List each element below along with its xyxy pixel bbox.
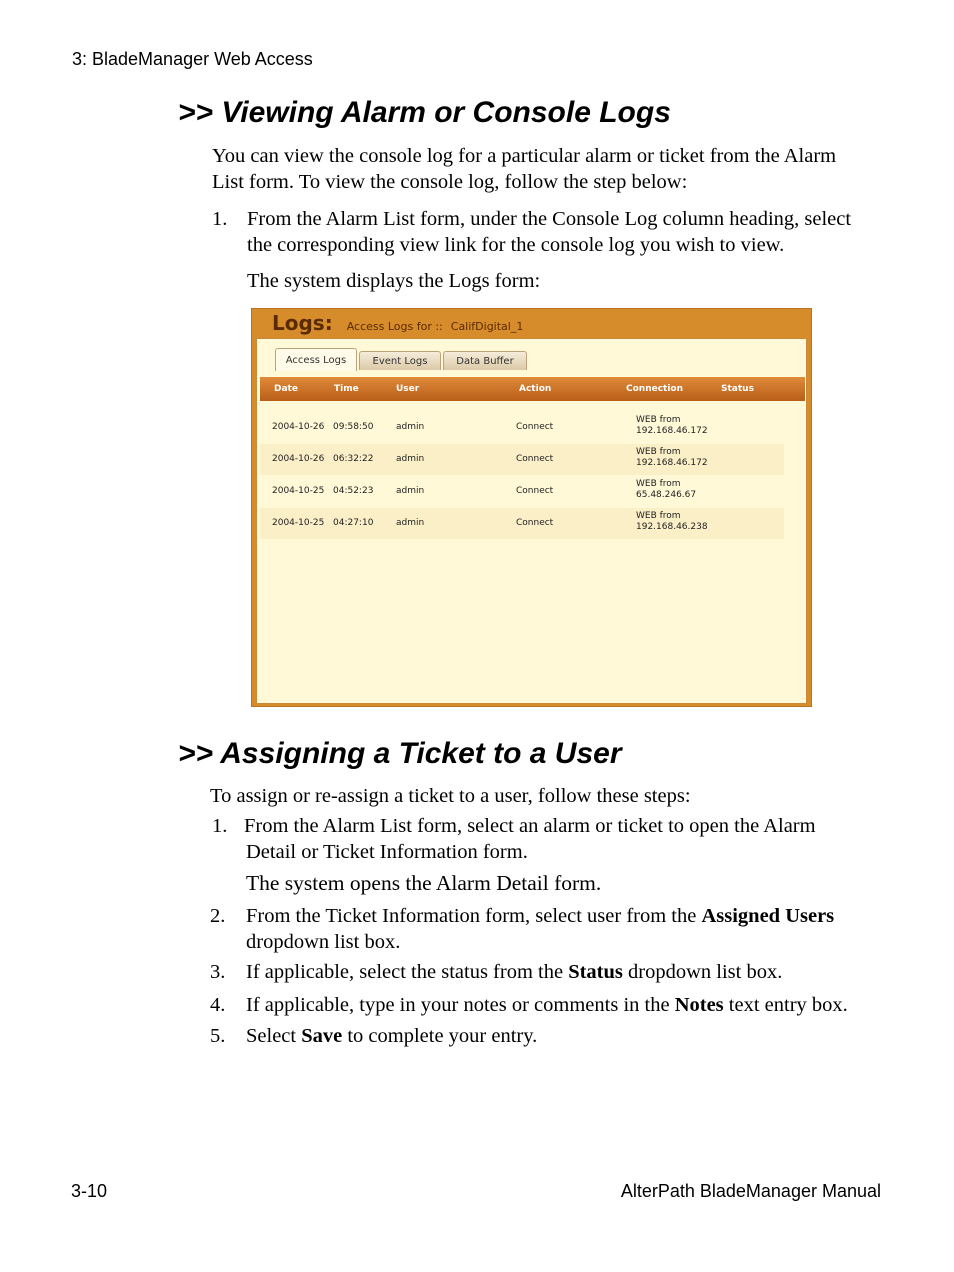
- cell-date: 2004-10-26: [272, 422, 325, 432]
- cell-time: 09:58:50: [333, 422, 374, 432]
- cell-connection: [636, 511, 708, 533]
- manual-title: AlterPath BladeManager Manual: [620, 1181, 881, 1201]
- logs-title: Logs:: [272, 311, 333, 335]
- logs-subtitle: Access Logs for ::: [346, 320, 443, 333]
- cell-action: Connect: [516, 454, 554, 464]
- section-heading-viewing-logs: >> Viewing Alarm or Console Logs: [178, 96, 671, 129]
- running-header: 3: BladeManager Web Access: [72, 49, 313, 69]
- cell-user: admin: [396, 518, 425, 528]
- table-row: [260, 444, 784, 475]
- step-text-segment: If applicable, type in your notes or comments in the: [246, 994, 675, 1016]
- cell-date: 2004-10-25: [272, 518, 325, 528]
- step-number: 4.: [210, 994, 226, 1016]
- result-text: The system displays the Logs form:: [247, 270, 541, 292]
- step-text-segment: Select: [246, 1025, 302, 1047]
- step-line: [246, 903, 834, 929]
- step-text-segment: to complete your entry.: [342, 1025, 538, 1047]
- cell-date: 2004-10-25: [272, 486, 325, 496]
- step-text: [246, 1023, 537, 1049]
- table-row: [260, 476, 784, 507]
- cell-connection: [636, 479, 696, 501]
- cell-user: admin: [396, 422, 425, 432]
- column-header-status: Status: [721, 384, 754, 394]
- table-row: [260, 508, 784, 539]
- logs-table-header: [260, 377, 805, 401]
- logs-host: CalifDigital_1: [450, 320, 524, 333]
- field-name: Assigned Users: [701, 905, 835, 927]
- step-item: [210, 903, 890, 955]
- field-name: Save: [301, 1025, 343, 1047]
- field-name: Status: [568, 961, 623, 983]
- connection-line: 192.168.46.172: [636, 426, 708, 436]
- intro-paragraph: To assign or re-assign a ticket to a user, follow these steps:: [210, 785, 691, 807]
- connection-line: 192.168.46.238: [636, 522, 708, 532]
- step-item: [212, 206, 892, 258]
- cell-user: admin: [396, 486, 425, 496]
- step-text-segment: text entry box.: [723, 994, 848, 1016]
- tab-event-logs[interactable]: Event Logs: [359, 351, 441, 370]
- step-text-segment: From the Ticket Information form, select user from the: [246, 905, 702, 927]
- step-text: [246, 903, 834, 955]
- cell-user: admin: [396, 454, 425, 464]
- result-text: The system opens the Alarm Detail form.: [246, 871, 602, 895]
- column-header-action: Action: [519, 384, 552, 394]
- cell-connection: [636, 415, 708, 437]
- connection-line: WEB from: [636, 447, 681, 457]
- step-number: 1.: [212, 815, 228, 837]
- tab-data-buffer[interactable]: Data Buffer: [443, 351, 527, 370]
- intro-line: You can view the console log for a particular alarm or ticket from the Alarm: [212, 145, 837, 167]
- cell-action: Connect: [516, 518, 554, 528]
- cell-time: 06:32:22: [333, 454, 374, 464]
- page-number: 3-10: [71, 1181, 108, 1201]
- step-text: [246, 992, 848, 1018]
- step-line: the corresponding view link for the console log you wish to view.: [247, 234, 785, 256]
- intro-line: List form. To view the console log, follow the step below:: [212, 171, 688, 193]
- step-text-segment: dropdown list box.: [622, 961, 783, 983]
- step-text: [247, 206, 851, 258]
- step-text: [244, 813, 816, 865]
- logs-form-screenshot: [251, 308, 812, 707]
- section-heading-assigning-ticket: >> Assigning a Ticket to a User: [178, 737, 622, 770]
- step-line: From the Alarm List form, select an alarm or ticket to open the Alarm: [244, 815, 816, 837]
- logs-panel: [256, 338, 807, 704]
- step-item: [212, 813, 892, 865]
- step-item: [210, 959, 890, 985]
- step-number: 2.: [210, 905, 226, 927]
- cell-date: 2004-10-26: [272, 454, 325, 464]
- column-header-user: User: [396, 384, 420, 394]
- cell-time: 04:27:10: [333, 518, 374, 528]
- connection-line: WEB from: [636, 479, 681, 489]
- cell-action: Connect: [516, 422, 554, 432]
- intro-paragraph: [212, 143, 836, 195]
- table-row: [260, 412, 784, 443]
- step-line: From the Alarm List form, under the Console Log column heading, select: [247, 208, 852, 230]
- connection-line: 192.168.46.172: [636, 458, 708, 468]
- step-text: [246, 959, 782, 985]
- logs-form-title: [272, 309, 523, 337]
- column-header-time: Time: [334, 384, 359, 394]
- column-header-connection: Connection: [626, 384, 684, 394]
- step-number: 5.: [210, 1025, 226, 1047]
- step-number: 3.: [210, 961, 226, 983]
- field-name: Notes: [674, 994, 724, 1016]
- tab-access-logs[interactable]: Access Logs: [275, 348, 357, 371]
- cell-connection: [636, 447, 708, 469]
- connection-line: WEB from: [636, 511, 681, 521]
- step-text-segment: If applicable, select the status from the: [246, 961, 569, 983]
- connection-line: WEB from: [636, 415, 681, 425]
- step-line: dropdown list box.: [246, 931, 401, 953]
- step-number: 1.: [212, 208, 228, 230]
- connection-line: 65.48.246.67: [636, 490, 697, 500]
- step-item: [210, 992, 900, 1018]
- cell-time: 04:52:23: [333, 486, 374, 496]
- cell-action: Connect: [516, 486, 554, 496]
- step-item: [210, 1023, 890, 1049]
- column-header-date: Date: [274, 384, 298, 394]
- step-line: Detail or Ticket Information form.: [246, 841, 528, 863]
